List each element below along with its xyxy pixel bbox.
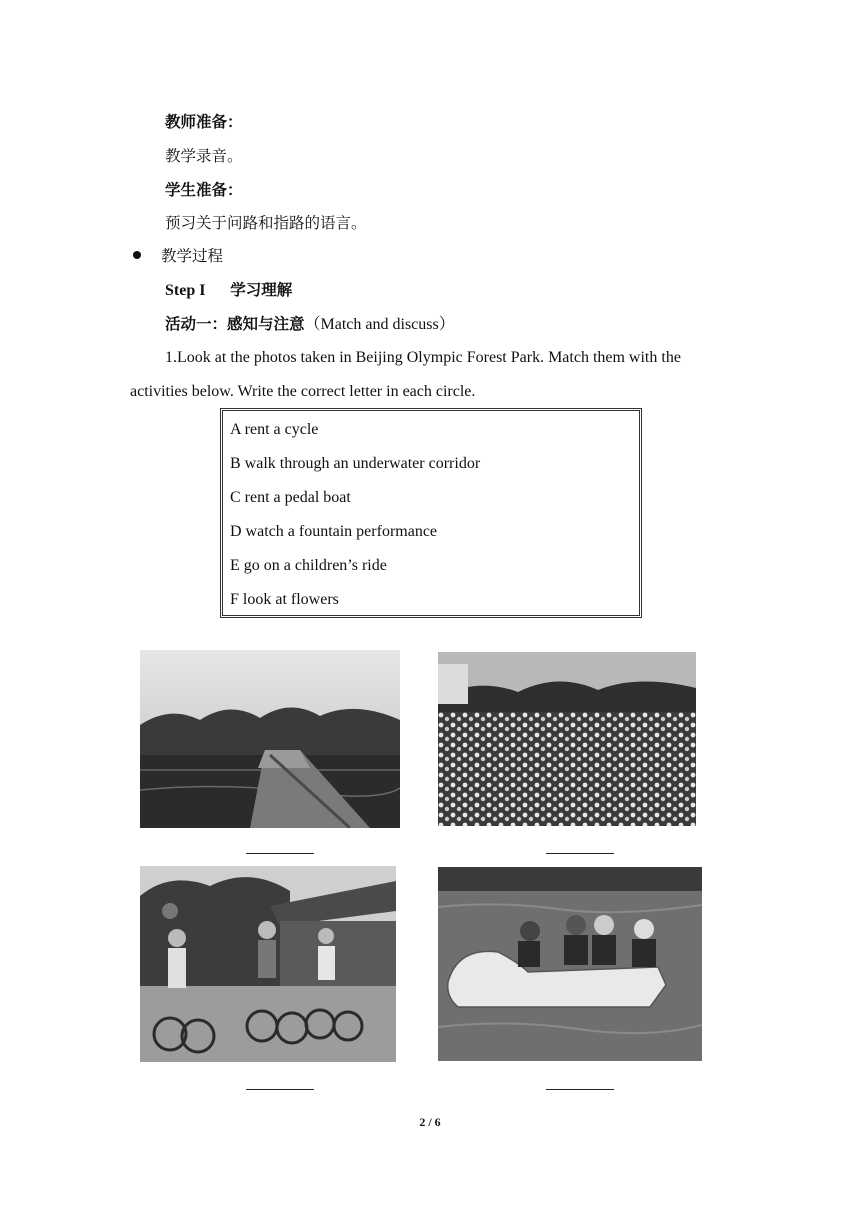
answer-blank [246,852,314,854]
activity-item: A rent a cycle [230,421,319,438]
activity-label: 活动一：感知与注意 [165,314,305,333]
activity-item: C rent a pedal boat [230,489,351,506]
page-number: 2 / 6 [419,1115,441,1129]
student-prep-text: 预习关于问路和指路的语言。 [165,214,367,232]
teacher-prep-heading: 教师准备： [165,112,243,131]
answer-blank [246,1088,314,1090]
activity-item: D watch a fountain performance [230,523,438,540]
answer-blank [546,852,614,854]
student-prep-heading: 学生准备： [165,180,243,199]
activity-en: （Match and discuss） [304,316,455,333]
bullet-icon [133,251,141,259]
activity-heading [165,314,455,335]
activity-item: E go on a children’s ride [230,557,387,574]
step-label: Step I [165,282,206,299]
process-heading: 教学过程 [161,247,224,265]
activity-item: B walk through an underwater corridor [230,455,481,472]
activities-box [220,408,642,618]
task-instruction-line2: activities below. Write the correct letter in each circle. [130,383,476,400]
step-heading [165,280,292,301]
photo-pedal-boat [438,867,702,1061]
activity-item: F look at flowers [230,591,339,608]
photo-underwater-corridor [140,650,400,828]
answer-blank [546,1088,614,1090]
photo-cycling [140,866,396,1062]
task-instruction-line1: 1.Look at the photos taken in Beijing Olympic Forest Park. Match them with the [165,349,681,366]
teacher-prep-text: 教学录音。 [165,147,243,165]
step-title: 学习理解 [230,280,293,299]
photo-flowers [438,652,696,826]
